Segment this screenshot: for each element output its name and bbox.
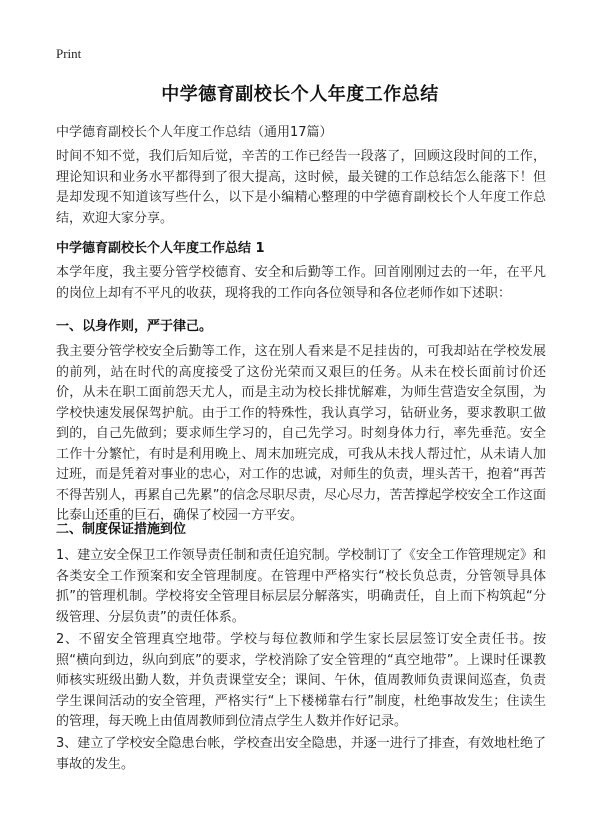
section-heading-1: 中学德育副校长个人年度工作总结 1 (56, 241, 265, 256)
part2-heading: 二、制度保证措施到位 (56, 522, 187, 537)
list-item: 2、不留安全管理真空地带。学校与每位教师和学生家长层层签订安全责任书。按照“横向到边，纵向到底”的要求，学校消除了安全管理的“真空地带”。上课时任课教师核实班级出勤人数，并负责课堂安全；课间、午休，值周教师负责课间巡查，负责学生课间活动的安全管理，严格实行“上下楼梯靠右行”制度，杜绝事故发生；住读生的管理，每天晚上由值周教师到位清点学生人数并作好记录。 (56, 632, 546, 729)
page-title: 中学德育副校长个人年度工作总结 (161, 84, 439, 105)
part1-heading: 一、以身作则，严于律己。 (56, 319, 213, 334)
list-item: 1、建立安全保卫工作领导责任制和责任追究制。学校制订了《安全工作管理规定》和各类安全工作预案和安全管理制度。在管理中严格实行“校长负总责，分管领导具体抓”的管理机制。学校将安全管理目标层层分解落实，明确责任，自上而下构筑起“分级管理、分层负责”的责任体系。 (56, 548, 546, 625)
section-opening-paragraph: 本学年度，我主要分管学校德育、安全和后勤等工作。回首刚刚过去的一年，在平凡的岗位上却有不平凡的收获，现将我的工作向各位领导和各位老师作如下述职： (56, 265, 546, 301)
part1-paragraph: 我主要分管学校安全后勤等工作，这在别人看来是不足挂齿的，可我却站在学校发展的前列，站在时代的高度接受了这份光荣而又艰巨的任务。从未在校长面前讨价还价，从未在职工面前怨天尤人，而是主动为校长排忧解难，为师生营造安全氛围，为学校快速发展保驾护航。由于工作的特殊性，我认真学习，钻研业务，要求教职工做到的，自己先做到；要求师生学习的，自己先学习。时刻身体力行，率先垂范。安全工作十分繁忙，有时是利用晚上、周末加班完成，可我从未找人帮过忙，从未请人加过班，而是凭着对事业的忠心，对工作的忠诚，对师生的负责，埋头苦干，抱着“再苦不得苦别人，再累自己先累”的信念尽职尽责，尽心尽力，苦苦撑起学校安全工作这面比泰山还重的巨石，确保了校园一方平安。 (56, 344, 546, 523)
document-subtitle: 中学德育副校长个人年度工作总结（通用17篇） (56, 125, 333, 140)
print-link[interactable]: Print (56, 46, 82, 61)
list-item: 3、建立了学校安全隐患台帐，学校查出安全隐患，并逐一进行了排查，有效地杜绝了事故的发生。 (56, 736, 546, 772)
intro-paragraph: 时间不知不觉，我们后知后觉，辛苦的工作已经告一段落了，回顾这段时间的工作，理论知识和业务水平都得到了很大提高，这时候，最关键的工作总结怎么能落下！但是却发现不知道该写些什么，以下是小编精心整理的中学德育副校长个人年度工作总结，欢迎大家分享。 (56, 149, 546, 226)
